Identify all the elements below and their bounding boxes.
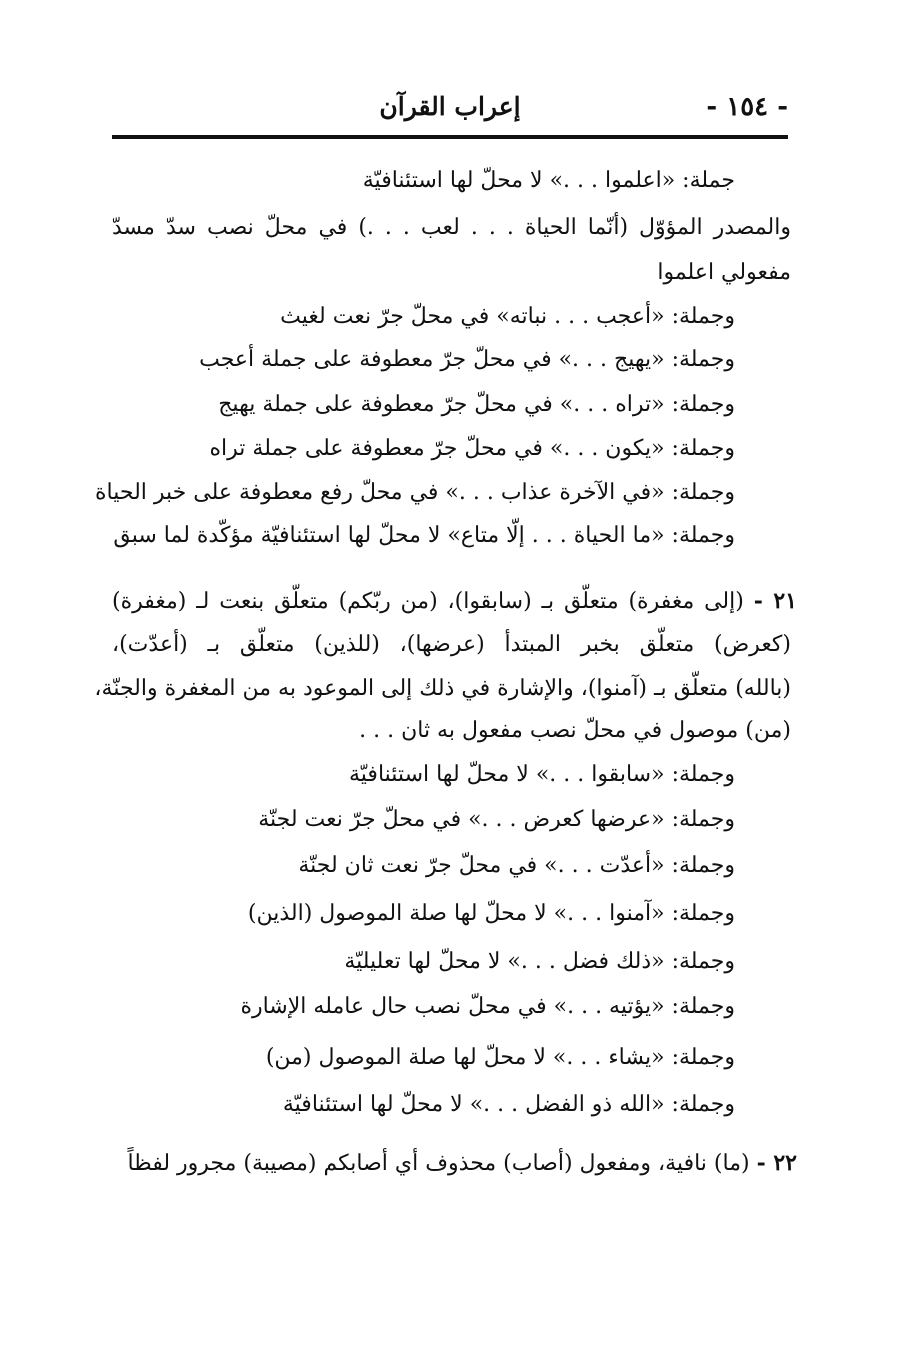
paragraph-text: (ما) نافية، ومفعول (أصاب) محذوف أي أصابكم (مصيبة) مجرور لفظاً — [127, 1151, 750, 1176]
text-line: والمصدر المؤوّل (أنّما الحياة . . . لعب . . .) في محلّ نصب سدّ مسدّ — [112, 215, 791, 240]
sentence-line: وجملة: «ما الحياة . . . إلّا متاع» لا محلّ لها استئنافيّة مؤكّدة لما سبق — [113, 523, 735, 548]
sentence-line: وجملة: «أعدّت . . .» في محلّ جرّ نعت ثان لجنّة — [298, 853, 735, 878]
sentence-line: جملة: «اعلموا . . .» لا محلّ لها استئنافيّة — [362, 168, 735, 193]
paragraph-number: ٢٢ - — [756, 1150, 797, 1176]
sentence-line: وجملة: «ذلك فضل . . .» لا محلّ لها تعليليّة — [344, 949, 735, 974]
sentence-line: وجملة: «عرضها كعرض . . .» في محلّ جرّ نعت لجنّة — [258, 807, 735, 832]
sentence-line: وجملة: «آمنوا . . .» لا محلّ لها صلة الموصول (الذين) — [247, 901, 735, 926]
header-rule — [112, 135, 788, 139]
sentence-line: وجملة: «يهيج . . .» في محلّ جرّ معطوفة على جملة أعجب — [199, 347, 735, 372]
sentence-line: وجملة: «سابقوا . . .» لا محلّ لها استئنافيّة — [349, 762, 735, 787]
paragraph-number: ٢١ - — [753, 588, 797, 614]
paragraph-21-line: (كعرض) متعلّق بخبر المبتدأ (عرضها)، (للذين) متعلّق بـ (أعدّت)، — [112, 632, 791, 657]
page-number: - ١٥٤ - — [706, 92, 788, 122]
paragraph-22-line — [112, 1148, 797, 1179]
sentence-line: وجملة: «يكون . . .» في محلّ جرّ معطوفة على جملة تراه — [209, 436, 735, 461]
sentence-line: وجملة: «تراه . . .» في محلّ جرّ معطوفة على جملة يهيج — [218, 392, 735, 417]
sentence-line: وجملة: «يشاء . . .» لا محلّ لها صلة الموصول (من) — [265, 1045, 735, 1070]
sentence-line: وجملة: «في الآخرة عذاب . . .» في محلّ رفع معطوفة على خبر الحياة — [95, 480, 735, 505]
book-title: إعراب القرآن — [379, 92, 521, 121]
sentence-line: وجملة: «أعجب . . . نباته» في محلّ جرّ نعت لغيث — [280, 304, 735, 329]
page-header — [112, 92, 788, 132]
paragraph-text: (إلى مغفرة) متعلّق بـ (سابقوا)، (من ربّكم) متعلّق بنعت لـ (مغفرة) — [112, 589, 744, 614]
text-line: مفعولي اعلموا — [657, 260, 791, 285]
paragraph-21-line — [112, 586, 797, 617]
paragraph-21-line: (من) موصول في محلّ نصب مفعول به ثان . . . — [359, 718, 791, 743]
sentence-line: وجملة: «يؤتيه . . .» في محلّ نصب حال عامله الإشارة — [240, 994, 735, 1019]
sentence-line: وجملة: «الله ذو الفضل . . .» لا محلّ لها استئنافيّة — [282, 1092, 735, 1117]
paragraph-21-line: (بالله) متعلّق بـ (آمنوا)، والإشارة في ذلك إلى الموعود به من المغفرة والجنّة، — [94, 676, 791, 701]
